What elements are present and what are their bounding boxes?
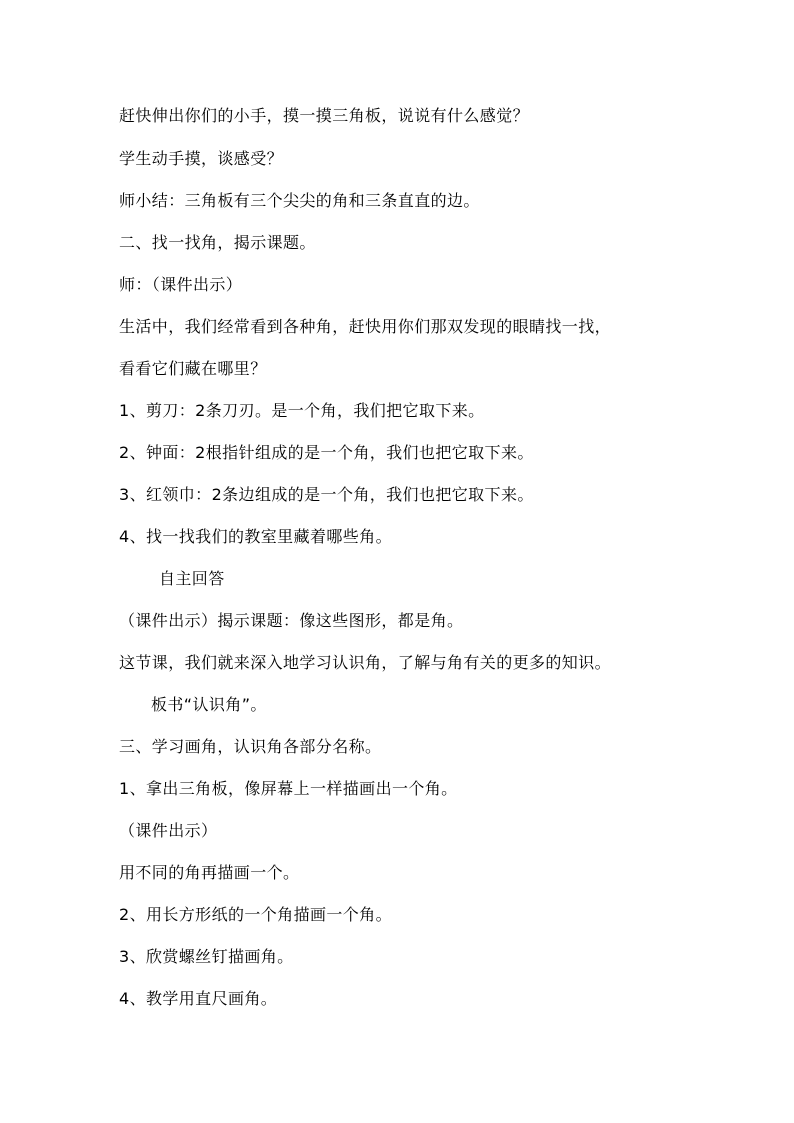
- list-item-scissors: 1、剪刀：2条刀刃。是一个角，我们把它取下来。: [119, 401, 485, 420]
- paragraph-intro: 赶快伸出你们的小手，摸一摸三角板，说说有什么感觉？: [119, 106, 530, 125]
- list-item-screw: 3、欣赏螺丝钉描画角。: [119, 947, 294, 966]
- list-item-clock: 2、钟面：2根指针组成的是一个角，我们也把它取下来。: [119, 443, 534, 462]
- list-item-rectangle-paper: 2、用长方形纸的一个角描画一个角。: [119, 905, 392, 924]
- paragraph-daily-life: 生活中，我们经常看到各种角，赶快用你们那双发现的眼睛找一找，: [119, 317, 612, 336]
- paragraph-different-angle: 用不同的角再描画一个。: [119, 863, 300, 882]
- paragraph-board-writing: 板书“认识角”。: [151, 695, 267, 714]
- section-heading-2: 二、找一找角，揭示课题。: [119, 233, 316, 252]
- section-heading-3: 三、学习画角，认识角各部分名称。: [119, 737, 382, 756]
- paragraph-courseware: （课件出示）: [119, 821, 218, 840]
- paragraph-lesson-goal: 这节课，我们就来深入地学习认识角，了解与角有关的更多的知识。: [119, 653, 612, 672]
- paragraph-self-answer: 自主回答: [159, 569, 225, 588]
- paragraph-student-activity: 学生动手摸，谈感受？: [119, 149, 284, 168]
- paragraph-daily-life-cont: 看看它们藏在哪里？: [119, 359, 267, 378]
- paragraph-reveal-topic: （课件出示）揭示课题：像这些图形，都是角。: [119, 611, 464, 630]
- list-item-triangle: 1、拿出三角板，像屏幕上一样描画出一个角。: [119, 779, 458, 798]
- list-item-scarf: 3、红领巾：2条边组成的是一个角，我们也把它取下来。: [119, 485, 534, 504]
- paragraph-teacher-summary: 师小结：三角板有三个尖尖的角和三条直直的边。: [119, 191, 480, 210]
- paragraph-teacher-courseware: 师：（课件出示）: [119, 275, 243, 294]
- list-item-ruler: 4、教学用直尺画角。: [119, 989, 278, 1008]
- list-item-classroom: 4、找一找我们的教室里藏着哪些角。: [119, 527, 392, 546]
